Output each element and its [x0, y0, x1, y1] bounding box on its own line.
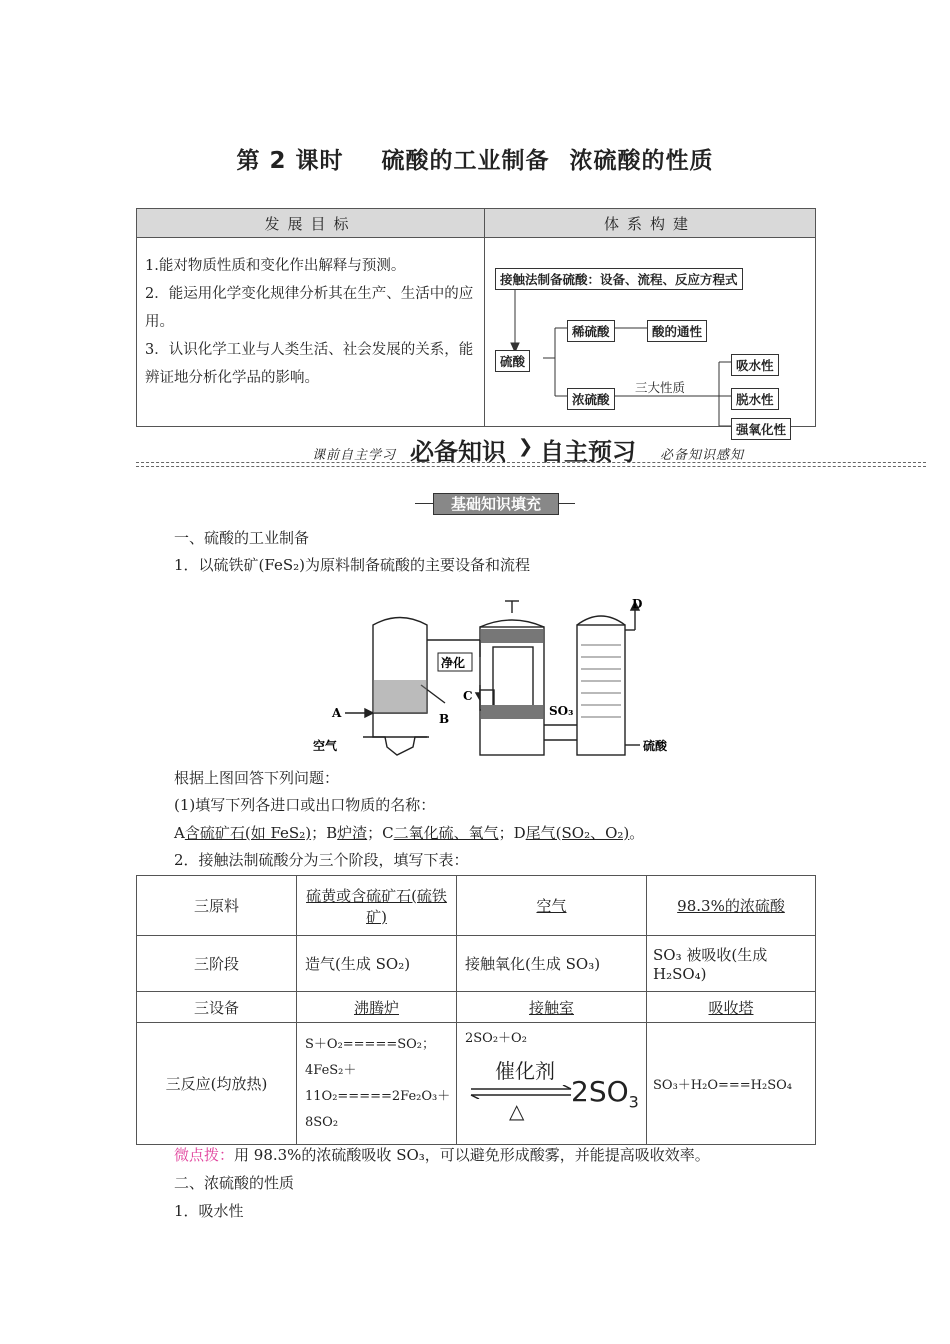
- header-goals: 发展目标: [137, 209, 485, 238]
- map-three-label: 三大性质: [635, 380, 686, 395]
- label-c: C: [463, 689, 473, 703]
- goals-cell: [137, 238, 485, 427]
- section-1-item-1: 1．以硫铁矿(FeS₂)为原料制备硫酸的主要设备和流程: [174, 556, 531, 574]
- banner-title-2: 自主预习: [540, 438, 636, 466]
- label-a: A: [332, 706, 342, 720]
- section-2-item-1: 1．吸水性: [174, 1202, 244, 1220]
- subheading: 基础知识填充: [415, 493, 575, 515]
- divider: [136, 462, 926, 463]
- objectives-table: [136, 208, 816, 437]
- equilibrium-arrow-icon: [467, 1085, 577, 1099]
- process-diagram: [305, 585, 675, 765]
- table-row: 三原料 硫黄或含硫矿石(硫铁矿) 空气 98.3%的浓硫酸: [137, 876, 816, 936]
- label-air: 空气: [313, 739, 338, 753]
- section-1-heading: 一、硫酸的工业制备: [174, 529, 310, 547]
- divider: [136, 466, 926, 467]
- map-dilute-prop-node: 酸的通性: [647, 320, 707, 342]
- answer-1: A含硫矿石(如 FeS₂)；B炉渣；C二氧化硫、氧气；D尾气(SO₂、O₂)。: [174, 824, 645, 842]
- header-system: 体系构建: [485, 209, 816, 238]
- goal-item: 2．能运用化学变化规律分析其在生产、生活中的应用。: [145, 286, 474, 330]
- map-dilute-node: 稀硫酸: [567, 320, 615, 342]
- concept-map-cell: [485, 238, 816, 437]
- map-conc-node: 浓硫酸: [567, 388, 615, 410]
- banner-arrow-icon: ❯: [518, 436, 534, 457]
- label-so3: SO₃: [549, 704, 574, 718]
- banner-left: 课前自主学习: [312, 448, 397, 463]
- banner-right: 必备知识感知: [660, 448, 745, 463]
- section-1-item-2: 2．接触法制硫酸分为三个阶段，填写下表：: [174, 851, 469, 869]
- product-so3: $2SO_3$: [571, 1075, 639, 1112]
- map-prop-node: 强氧化性: [731, 418, 791, 440]
- question-1: (1)填写下列各进口或出口物质的名称：: [174, 796, 436, 814]
- label-acid: 硫酸: [643, 739, 668, 753]
- label-purify: 净化: [441, 656, 466, 670]
- tip: 微点拨：用 98.3%的浓硫酸吸收 SO₃，可以避免形成酸雾，并能提高吸收效率。: [174, 1146, 710, 1164]
- process-table: [136, 875, 816, 1145]
- tip-label: 微点拨：: [174, 1146, 235, 1164]
- label-d: D: [632, 597, 643, 611]
- table-row: 三反应(均放热) S＋O₂=====SO₂； 4FeS₂＋ 11O₂=====2Fe₂O₃＋ 8SO₂ 2SO₂＋O₂ 催化剂 △ $2SO_3$ SO₃＋H₂O===H₂SO₄: [137, 1023, 816, 1145]
- table-row: 三阶段 造气(生成 SO₂) 接触氧化(生成 SO₃) SO₃ 被吸收(生成 H₂SO₄): [137, 936, 816, 992]
- reaction-1: S＋O₂=====SO₂； 4FeS₂＋ 11O₂=====2Fe₂O₃＋ 8SO₂: [297, 1023, 457, 1145]
- section-banner: [136, 434, 926, 464]
- section-2-heading: 二、浓硫酸的性质: [174, 1174, 295, 1192]
- map-root-node: 硫酸: [495, 350, 530, 372]
- map-prop-node: 脱水性: [731, 388, 779, 410]
- map-top-node: 接触法制备硫酸：设备、流程、反应方程式: [495, 268, 743, 290]
- reaction-2: 2SO₂＋O₂ 催化剂 △ $2SO_3$: [457, 1023, 647, 1145]
- goal-item: 3．认识化学工业与人类生活、社会发展的关系，能辨证地分析化学品的影响。: [145, 342, 474, 386]
- banner-title-1: 必备知识: [410, 438, 506, 466]
- goal-item: 1.能对物质性质和变化作出解释与预测。: [145, 258, 406, 274]
- label-b: B: [439, 712, 450, 726]
- reaction-3: SO₃＋H₂O===H₂SO₄: [647, 1023, 816, 1145]
- map-prop-node: 吸水性: [731, 354, 779, 376]
- question-intro: 根据上图回答下列问题：: [174, 769, 340, 787]
- table-row: 三设备 沸腾炉 接触室 吸收塔: [137, 992, 816, 1023]
- page-title: 第 2 课时 硫酸的工业制备 浓硫酸的性质: [236, 148, 714, 174]
